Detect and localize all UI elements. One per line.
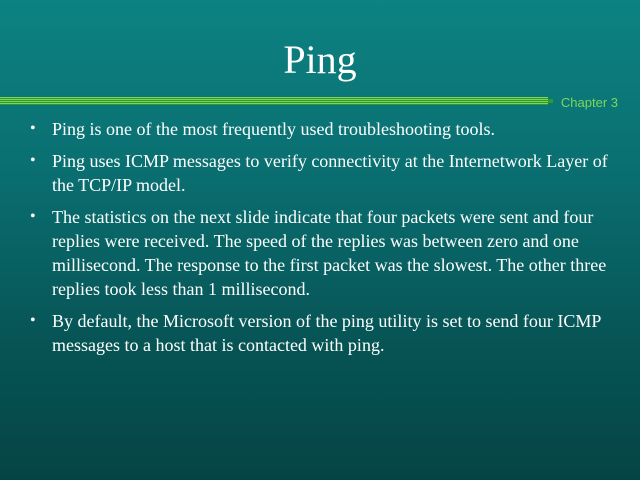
bullet-item xyxy=(30,117,620,141)
bullet-text: Ping uses ICMP messages to verify connectivity at the Internetwork Layer of the TCP/IP model. xyxy=(52,151,608,195)
bullet-text: Ping is one of the most frequently used troubleshooting tools. xyxy=(52,119,495,139)
title-divider-tail xyxy=(548,99,553,103)
title-divider xyxy=(0,97,548,105)
bullet-icon: • xyxy=(30,312,36,329)
bullet-text: By default, the Microsoft version of the ping utility is set to send four ICMP messages to a host that is contacted with ping. xyxy=(52,311,601,355)
bullet-item xyxy=(30,205,620,301)
bullet-icon: • xyxy=(30,120,36,137)
bullet-text: The statistics on the next slide indicate that four packets were sent and four replies were received. The speed of the replies was between zero and one millisecond. The response to the first packet was the slowest. The other three replies took less than 1 millisecond. xyxy=(52,207,607,299)
bullet-icon: • xyxy=(30,208,36,225)
bullet-list xyxy=(30,117,620,365)
slide-title: Ping xyxy=(283,37,357,82)
bullet-item xyxy=(30,149,620,197)
bullet-item xyxy=(30,309,620,357)
bullet-icon: • xyxy=(30,152,36,169)
chapter-label: Chapter 3 xyxy=(560,95,618,110)
